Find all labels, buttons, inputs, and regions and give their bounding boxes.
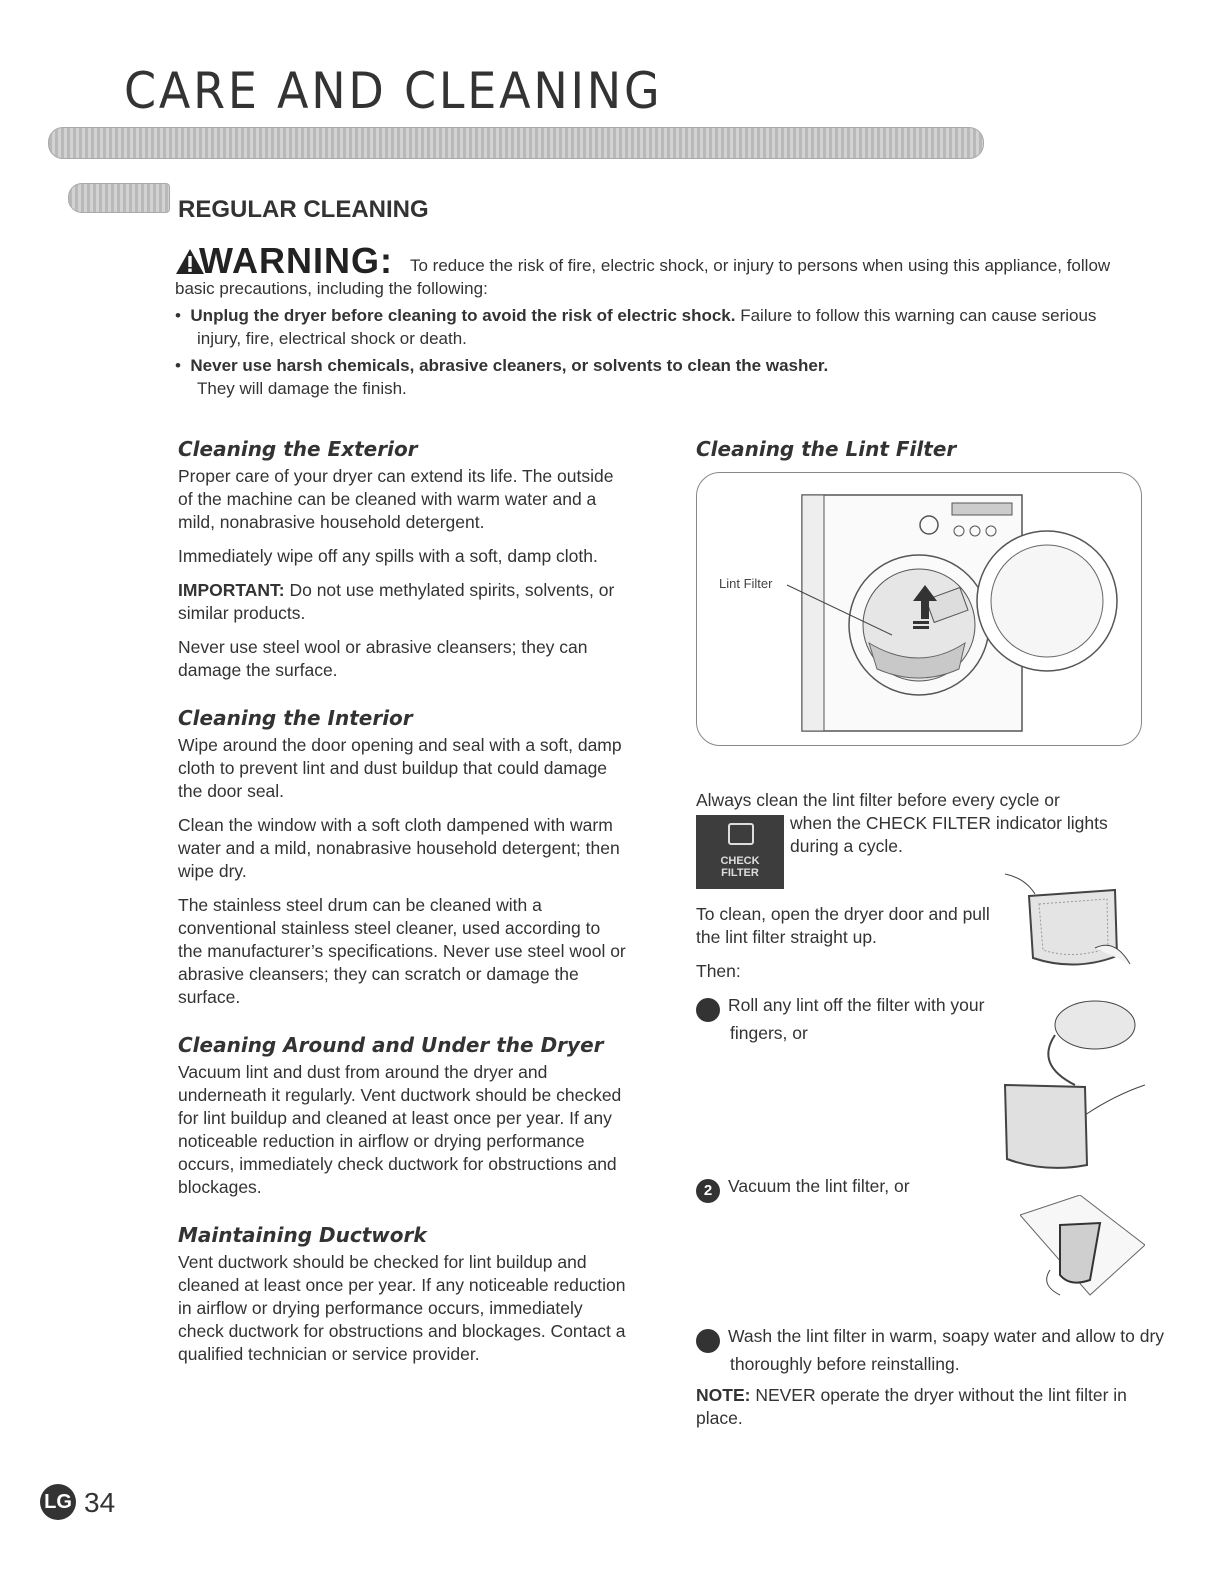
exterior-paragraph: Never use steel wool or abrasive cleansers; they can damage the surface.	[178, 637, 588, 680]
interior-heading: Cleaning the Interior	[178, 706, 413, 730]
lint-filter-pull-illustration	[1005, 868, 1135, 978]
ductwork-paragraph: Vent ductwork should be checked for lint buildup and cleaned at least once per year. If any noticeable reduction in airflow or drying performance occurs, immediately check ductwork for obstructions and blockages. Contact a qualified technician or service provider.	[178, 1252, 626, 1364]
indicator-label: FILTER	[721, 867, 759, 879]
step-number-icon: 1	[696, 998, 720, 1022]
dryer-figure-frame	[696, 472, 1142, 746]
interior-paragraph: Clean the window with a soft cloth dampened with warm water and a mild, nonabrasive household detergent; then wipe dry.	[178, 815, 620, 881]
lint-filter-callout: Lint Filter	[719, 576, 773, 591]
left-column	[178, 437, 628, 1377]
interior-paragraph: The stainless steel drum can be cleaned with a conventional stainless steel cleaner, used according to the manufacturer’s specifications. Never use steel wool or abrasive cleansers; they can scratch or damage the surface.	[178, 895, 626, 1007]
around-paragraph: Vacuum lint and dust from around the dryer and underneath it regularly. Vent ductwork should be checked for lint buildup and cleaned at least once per year. If any noticeable reduction in airflow or drying performance occurs, immediately check ductwork for obstructions and blockages.	[178, 1062, 622, 1197]
exterior-paragraph: Proper care of your dryer can extend its life. The outside of the machine can be cleaned with warm water and a mild, nonabrasive household detergent.	[178, 466, 614, 532]
section-marker	[68, 183, 170, 213]
lint-note: NOTE: NEVER operate the dryer without the lint filter in place.	[696, 1385, 1127, 1428]
warning-item: • Unplug the dryer before cleaning to avoid the risk of electric shock. Failure to follow this warning can cause serious injury, fire, electrical shock or death.	[175, 306, 1097, 348]
lint-heading: Cleaning the Lint Filter	[696, 437, 957, 461]
step-3: 3 Wash the lint filter in warm, soapy water and allow to dry thoroughly before reinstalling.	[686, 1326, 1165, 1374]
exterior-important: IMPORTANT: Do not use methylated spirits, solvents, or similar products.	[178, 580, 615, 623]
step-1: 1 Roll any lint off the filter with your fingers, or	[686, 995, 985, 1043]
interior-paragraph: Wipe around the door opening and seal with a soft, damp cloth to prevent lint and dust buildup that could damage the door seal.	[178, 735, 622, 801]
title-divider-bar	[48, 127, 984, 159]
right-column	[696, 437, 1146, 461]
lg-logo-icon: LG	[40, 1484, 76, 1520]
around-heading: Cleaning Around and Under the Dryer	[178, 1033, 604, 1057]
to-clean-text: To clean, open the dryer door and pull the lint filter straight up.	[696, 904, 990, 947]
step-number-icon: 2	[696, 1179, 720, 1203]
then-label: Then:	[696, 961, 741, 981]
ductwork-heading: Maintaining Ductwork	[178, 1223, 427, 1247]
indicator-label: CHECK	[720, 855, 760, 867]
always-clean-line: when the CHECK FILTER indicator lights during a cycle.	[790, 813, 1108, 856]
warning-intro-text: To reduce the risk of fire, electric shock, or injury to persons when using this appliance, follow basic precautions, including the following:	[175, 256, 1111, 298]
exterior-heading: Cleaning the Exterior	[178, 437, 418, 461]
wash-filter-illustration	[1020, 1195, 1145, 1300]
warning-block	[175, 240, 1135, 400]
page-number: 34	[84, 1487, 116, 1518]
dryer-illustration	[697, 473, 1141, 745]
step-2: 2 Vacuum the lint filter, or	[696, 1175, 996, 1203]
always-clean-line: Always clean the lint filter before every cycle or	[696, 790, 1060, 810]
check-filter-indicator-icon	[696, 815, 784, 889]
section-title: REGULAR CLEANING	[178, 196, 429, 223]
warning-intro	[175, 240, 1135, 300]
page-title: CARE AND CLEANING	[124, 62, 663, 120]
step-number-icon: 3	[696, 1329, 720, 1353]
vacuum-filter-illustration	[995, 995, 1145, 1175]
warning-label: WARNING:	[175, 240, 404, 281]
warning-item: • Never use harsh chemicals, abrasive cleaners, or solvents to clean the washer. They will damage the finish.	[175, 356, 829, 398]
exterior-paragraph: Immediately wipe off any spills with a soft, damp cloth.	[178, 546, 598, 566]
